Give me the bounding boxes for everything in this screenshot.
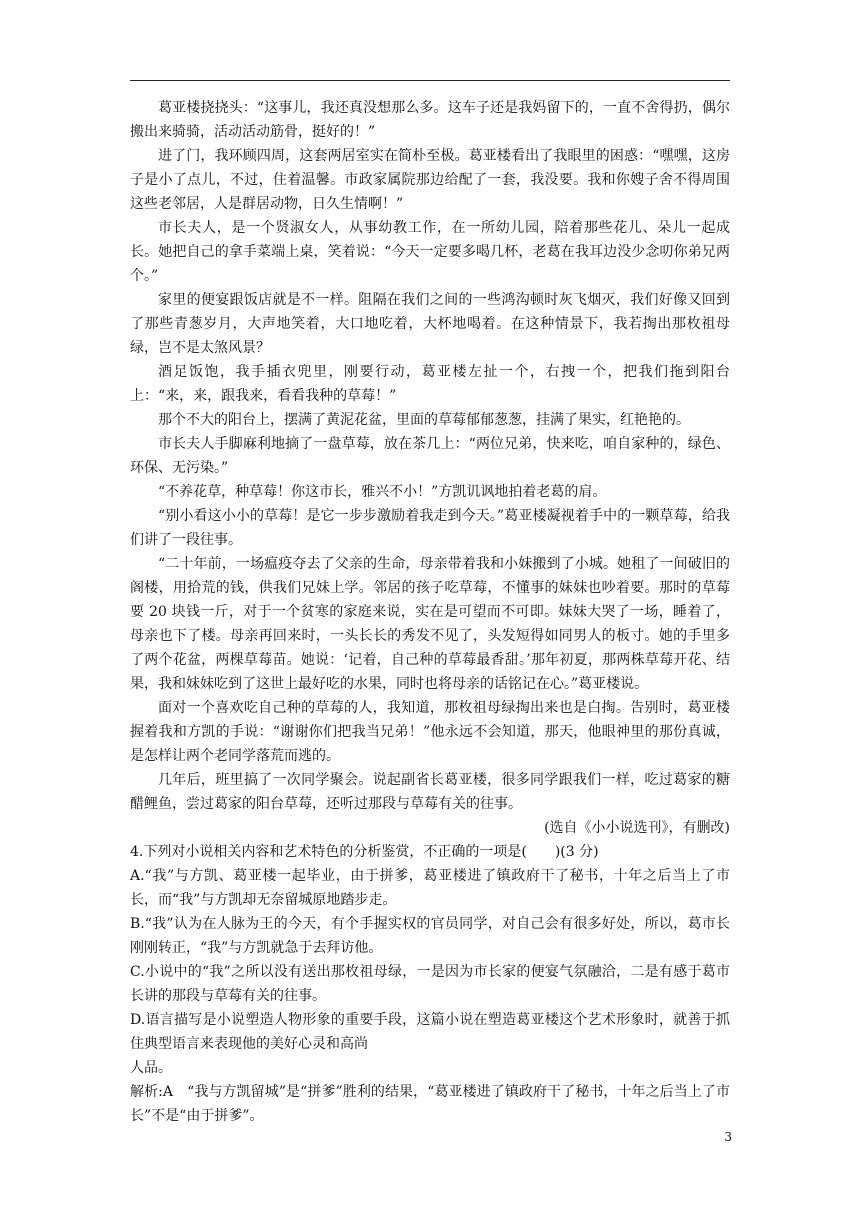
option-d: D.语言描写是小说塑造人物形象的重要手段，这篇小说在塑造葛亚楼这个艺术形象时，就善于抓住典型语言来表现他的美好心灵和高尚	[130, 1012, 730, 1052]
paragraph: 酒足饭饱，我手插衣兜里，刚要行动，葛亚楼左扯一个，右拽一个，把我们拖到阳台上：“来，来，跟我来，看看我种的草莓！”	[130, 364, 730, 404]
source-citation: (选自《小小说选刊》，有删改)	[544, 820, 730, 836]
paragraph: 面对一个喜欢吃自己种的草莓的人，我知道，那枚祖母绿掏出来也是白掏。告别时，葛亚楼握着我和方凯的手说：“谢谢你们把我当兄弟！”他永远不会知道，那天，他眼神里的那份真诚，是怎样让两个老同学落荒而逃的。	[130, 700, 730, 764]
paragraph: 市长夫人，是一个贤淑女人，从事幼教工作，在一所幼儿园，陪着那些花儿、朵儿一起成长。她把自己的拿手菜端上桌，笑着说：“今天一定要多喝几杯，老葛在我耳边没少念叨你弟兄两个。”	[130, 220, 730, 284]
paragraph: 市长夫人手脚麻利地摘了一盘草莓，放在茶几上：“两位兄弟，快来吃，咱自家种的，绿色、环保、无污染。”	[130, 436, 730, 476]
option-d-tail: 人品。	[130, 1060, 172, 1076]
paragraph: “不养花草，种草莓！你这市长，雅兴不小！”方凯讥讽地拍着老葛的肩。	[158, 484, 607, 500]
option-c: C.小说中的“我”之所以没有送出那枚祖母绿，一是因为市长家的便宴气氛融洽，二是有感于葛市长讲的那段与草莓有关的往事。	[130, 964, 730, 1004]
page-number: 3	[724, 1130, 732, 1144]
document-body	[130, 96, 730, 1128]
option-a: A.“我”与方凯、葛亚楼一起毕业，由于拼爹，葛亚楼进了镇政府干了秘书，十年之后当上了市长，而“我”与方凯却无奈留城原地踏步走。	[130, 868, 730, 908]
paragraph: “二十年前，一场瘟疫夺去了父亲的生命，母亲带着我和小妹搬到了小城。她租了一间破旧的阁楼，用拾荒的钱，供我们兄妹上学。邻居的孩子吃草莓，不懂事的妹妹也吵着要。那时的草莓要 20 块钱一斤，对于一个贫寒的家庭来说，实在是可望而不可即。妹妹大哭了一场，睡着了，母亲也下了楼。母亲再回来时，一头长长的秀发不见了，头发短得如同男人的板寸。她的手里多了两个花盆，两棵草莓苗。她说：‘记着，自己种的草莓最香甜。’那年初夏，那两株草莓开花、结果，我和妹妹吃到了这世上最好吃的水果，同时也将母亲的话铭记在心。”葛亚楼说。	[130, 556, 730, 692]
paragraph: 家里的便宴跟饭店就是不一样。阻隔在我们之间的一些鸿沟顿时灰飞烟灭，我们好像又回到了那些青葱岁月，大声地笑着，大口地吃着，大杯地喝着。在这种情景下，我若掏出那枚祖母绿，岂不是太煞风景？	[130, 292, 730, 356]
header-rule	[130, 80, 730, 81]
paragraph: 进了门，我环顾四周，这套两居室实在简朴至极。葛亚楼看出了我眼里的困惑：“嘿嘿，这房子是小了点儿，不过，住着温馨。市政家属院那边给配了一套，我没要。我和你嫂子舍不得周围这些老邻居，人是群居动物，日久生情啊！”	[130, 148, 730, 212]
analysis: 解析:A “我与方凯留城”是“拼爹”胜利的结果，“葛亚楼进了镇政府干了秘书，十年之后当上了市长”不是“由于拼爹”。	[130, 1084, 730, 1124]
paragraph: 几年后，班里搞了一次同学聚会。说起副省长葛亚楼，很多同学跟我们一样，吃过葛家的糖醋鲤鱼，尝过葛家的阳台草莓，还听过那段与草莓有关的往事。	[130, 772, 730, 812]
option-b: B.“我”认为在人脉为王的今天，有个手握实权的官员同学，对自己会有很多好处，所以，葛市长刚刚转正，“我”与方凯就急于去拜访他。	[130, 916, 730, 956]
paragraph: 葛亚楼挠挠头：“这事儿，我还真没想那么多。这车子还是我妈留下的，一直不舍得扔，偶尔搬出来骑骑，活动活动筋骨，挺好的！”	[130, 100, 730, 140]
question-stem: 4.下列对小说相关内容和艺术特色的分析鉴赏，不正确的一项是( )(3 分)	[130, 844, 599, 860]
paragraph: “别小看这小小的草莓！是它一步步激励着我走到今天。”葛亚楼凝视着手中的一颗草莓，给我们讲了一段往事。	[130, 508, 730, 548]
paragraph: 那个不大的阳台上，摆满了黄泥花盆，里面的草莓郁郁葱葱，挂满了果实，红艳艳的。	[158, 412, 690, 428]
